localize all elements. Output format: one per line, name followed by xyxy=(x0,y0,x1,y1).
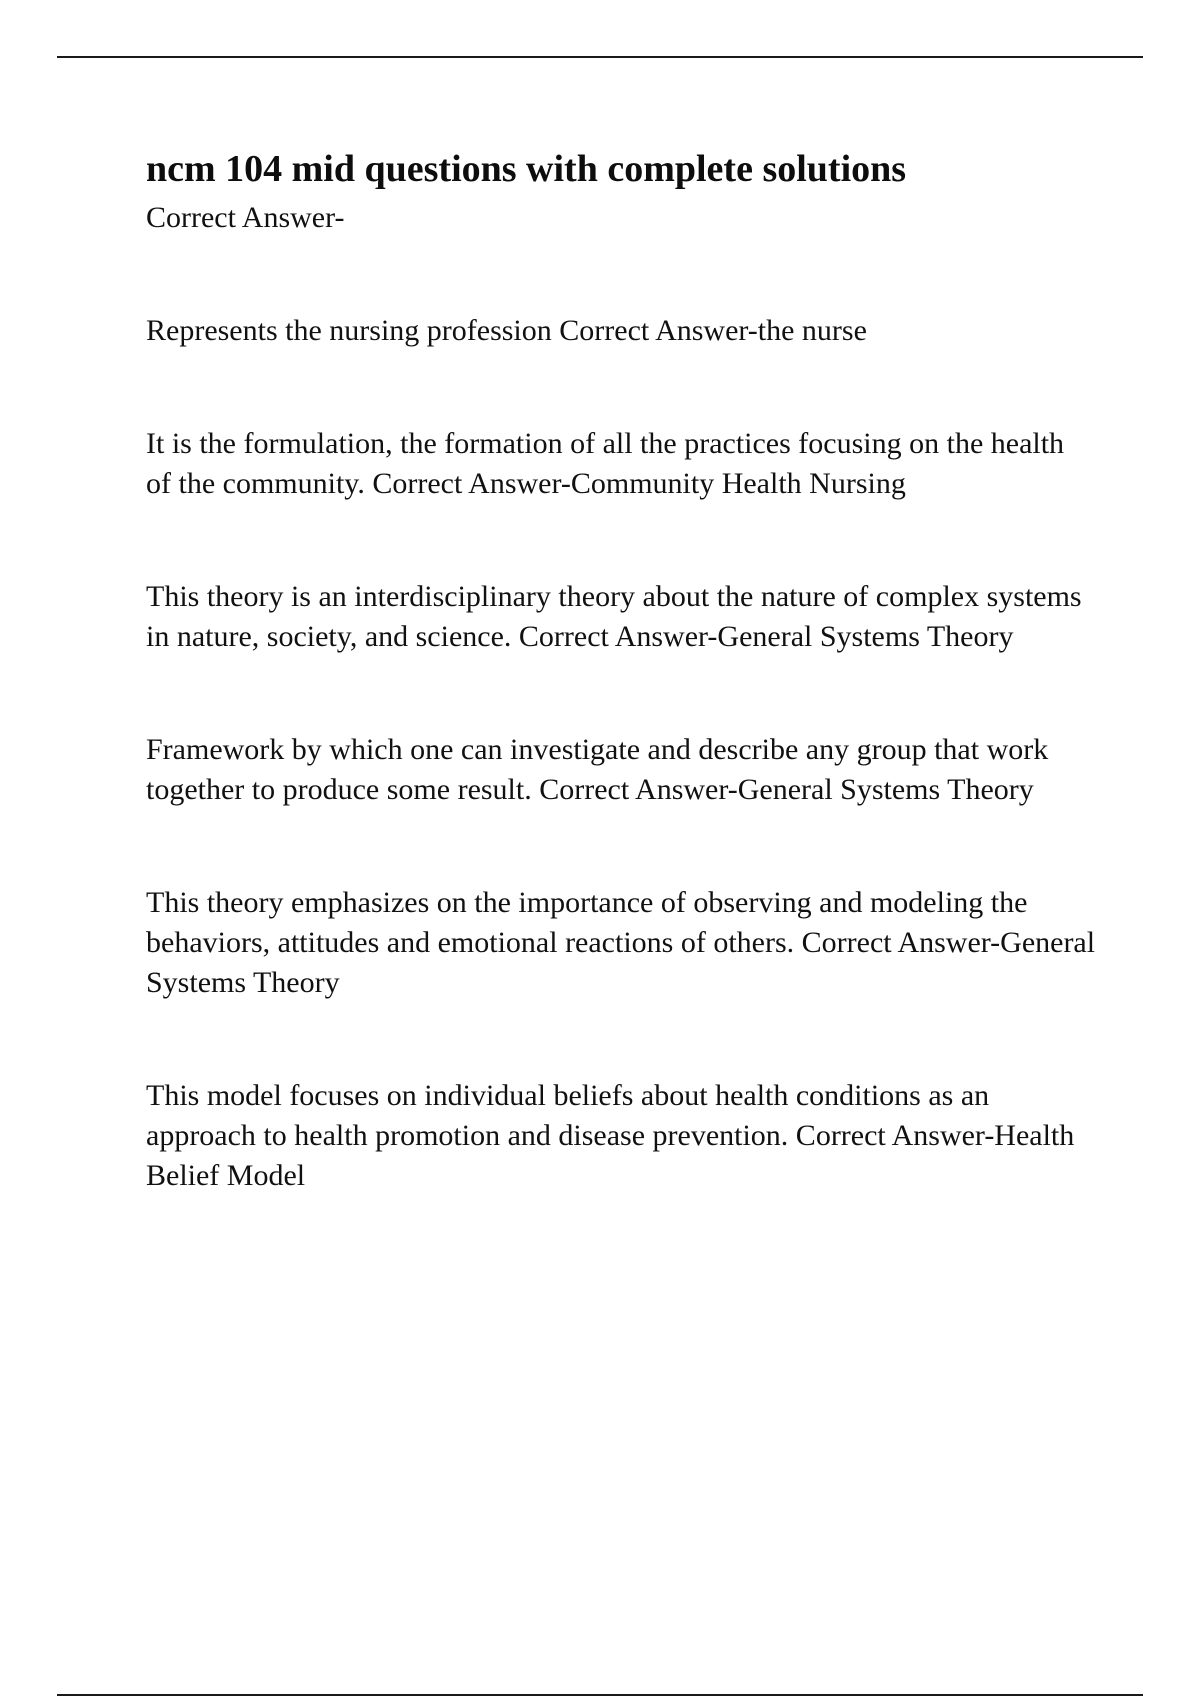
qa-text: It is the formulation, the formation of all the practices focusing on the health of the community. Correct Answer-Community Health Nursing xyxy=(146,427,1065,500)
qa-item xyxy=(146,883,1096,1003)
qa-text: This model focuses on individual beliefs about health conditions as an approach to health promotion and disease prevention. Correct Answer-Health Belief Model xyxy=(146,1079,1075,1192)
qa-list xyxy=(146,311,1096,1196)
qa-item xyxy=(146,424,1096,504)
qa-text: This theory is an interdisciplinary theory about the nature of complex systems in nature, society, and science. Correct Answer-General Systems Theory xyxy=(146,580,1082,653)
qa-item xyxy=(146,311,1096,351)
qa-text: Represents the nursing profession Correct Answer-the nurse xyxy=(146,314,867,347)
qa-text: This theory emphasizes on the importance of observing and modeling the behaviors, attitudes and emotional reactions of others. Correct Answer-General Systems Theory xyxy=(146,886,1096,999)
qa-text: Framework by which one can investigate and describe any group that work together to produce some result. Correct Answer-General Systems Theory xyxy=(146,733,1049,806)
document-body xyxy=(146,140,1096,1196)
qa-item xyxy=(146,577,1096,657)
qa-item xyxy=(146,730,1096,810)
qa-item xyxy=(146,1076,1096,1196)
document-title: ncm 104 mid questions with complete solutions xyxy=(146,148,907,190)
intro-answer: Correct Answer- xyxy=(146,201,345,234)
top-divider xyxy=(57,56,1143,58)
bottom-divider xyxy=(57,1694,1143,1696)
